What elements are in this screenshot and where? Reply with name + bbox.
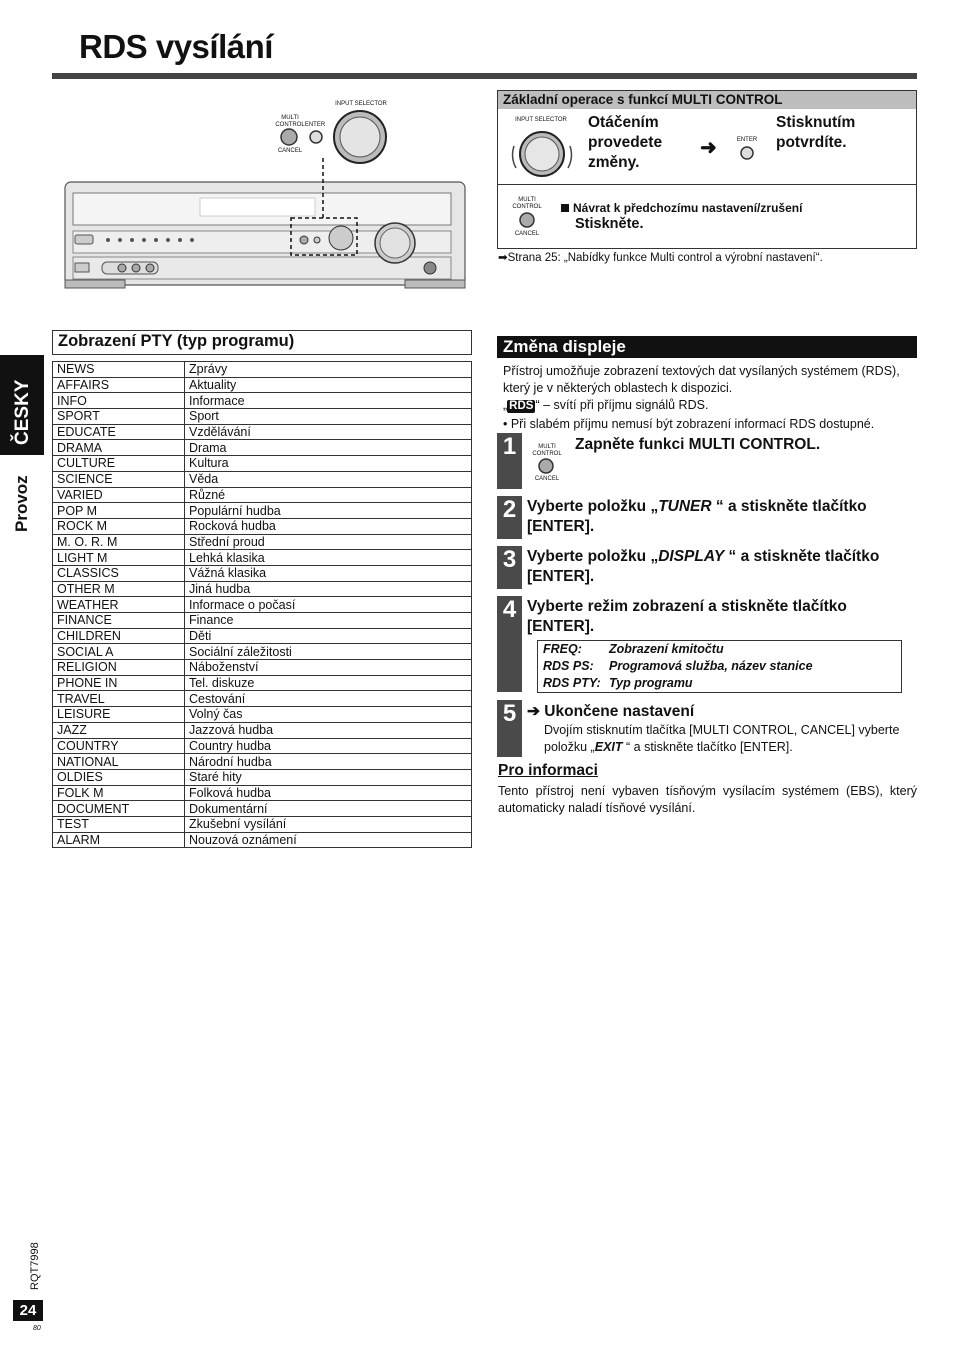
pty-code: JAZZ — [53, 722, 185, 738]
pty-code: SPORT — [53, 409, 185, 425]
pty-meaning: Jazzová hudba — [185, 722, 472, 738]
cancel-label: CANCEL — [514, 231, 540, 237]
enter-label: ENTER — [736, 137, 758, 143]
pty-code: CLASSICS — [53, 565, 185, 581]
table-row — [53, 785, 472, 801]
pty-meaning: Country hudba — [185, 738, 472, 754]
pty-table — [52, 361, 472, 848]
pty-meaning: Vzdělávání — [185, 424, 472, 440]
pty-meaning: Děti — [185, 628, 472, 644]
pty-meaning: Rocková hudba — [185, 518, 472, 534]
table-row — [53, 738, 472, 754]
pty-meaning: Věda — [185, 471, 472, 487]
table-row — [53, 534, 472, 550]
pty-meaning: Nouzová oznámení — [185, 832, 472, 848]
pty-meaning: Informace — [185, 393, 472, 409]
pty-code: PHONE IN — [53, 675, 185, 691]
table-row — [53, 675, 472, 691]
table-row — [53, 754, 472, 770]
pty-meaning: Aktuality — [185, 377, 472, 393]
pty-code: SOCIAL A — [53, 644, 185, 660]
pty-meaning: Folková hudba — [185, 785, 472, 801]
pty-meaning: Různé — [185, 487, 472, 503]
table-row — [53, 518, 472, 534]
info-text: Tento přístroj není vybaven tísňovým vysílacím systémem (EBS), který automaticky naladí tísňové vysílání. — [498, 784, 917, 815]
rds-badge: RDS — [509, 400, 534, 412]
pty-meaning: Vážná klasika — [185, 565, 472, 581]
step-number: 5 — [497, 700, 522, 757]
pty-code: DOCUMENT — [53, 801, 185, 817]
pty-meaning: Náboženství — [185, 660, 472, 676]
pty-meaning: Volný čas — [185, 707, 472, 723]
pty-meaning: Drama — [185, 440, 472, 456]
pty-meaning: Dokumentární — [185, 801, 472, 817]
pty-meaning: Populární hudba — [185, 503, 472, 519]
step-instruction: ➔ Ukončene nastavení — [527, 703, 695, 720]
pty-code: TRAVEL — [53, 691, 185, 707]
table-row — [53, 550, 472, 566]
pty-code: DRAMA — [53, 440, 185, 456]
pty-code: VARIED — [53, 487, 185, 503]
pty-code: OTHER M — [53, 581, 185, 597]
page-subcode: 80 — [33, 1325, 41, 1332]
pty-code: M. O. R. M — [53, 534, 185, 550]
pty-code: POP M — [53, 503, 185, 519]
step-instruction: Zapněte funkci MULTI CONTROL. — [575, 436, 821, 453]
pty-code: LEISURE — [53, 707, 185, 723]
table-row — [53, 377, 472, 393]
page-number: 24 — [13, 1300, 43, 1321]
multi-control-button-icon — [537, 457, 555, 475]
table-row — [53, 816, 472, 832]
rotate-instruction: Otáčením provedete změny. — [588, 114, 663, 171]
rds-indicator-note: „ RDS “ – svítí při příjmu signálů RDS. — [503, 398, 709, 412]
cancel-label: CANCEL — [534, 476, 560, 482]
mode-row: RDS PTY: Typ programu — [543, 676, 693, 690]
page-reference: ➡Strana 25: „Nabídky funkce Multi control a výrobní nastavení“. — [498, 252, 823, 264]
enter-button-icon — [740, 146, 754, 160]
pty-meaning: Finance — [185, 613, 472, 629]
mode-row: FREQ: Zobrazení kmitočtu — [543, 642, 724, 656]
multi-control-label: MULTI CONTROL — [512, 197, 542, 210]
pty-meaning: Jiná hudba — [185, 581, 472, 597]
table-row — [53, 801, 472, 817]
table-row — [53, 487, 472, 503]
table-row — [53, 613, 472, 629]
pty-code: TEST — [53, 816, 185, 832]
pty-meaning: Střední proud — [185, 534, 472, 550]
pty-code: CHILDREN — [53, 628, 185, 644]
pty-code: NATIONAL — [53, 754, 185, 770]
input-selector-knob-icon — [506, 124, 578, 182]
pty-code: WEATHER — [53, 597, 185, 613]
pty-heading: Zobrazení PTY (typ programu) — [52, 330, 472, 355]
pty-code: FOLK M — [53, 785, 185, 801]
page-title: RDS vysílání — [79, 28, 273, 65]
pty-meaning: Sport — [185, 409, 472, 425]
mode-row: RDS PS: Programová služba, název stanice — [543, 659, 813, 673]
cancel-label: CANCEL — [277, 148, 303, 154]
pty-code: FINANCE — [53, 613, 185, 629]
step-number: 2 — [497, 496, 522, 539]
section-label: Provoz — [12, 475, 31, 532]
pty-meaning: Informace o počasí — [185, 597, 472, 613]
table-row — [53, 660, 472, 676]
receiver-illustration — [60, 100, 470, 295]
language-label: ČESKY — [12, 379, 33, 445]
pty-meaning: Sociální záležitosti — [185, 644, 472, 660]
pty-meaning: Tel. diskuze — [185, 675, 472, 691]
arrow-right-icon: ➜ — [700, 137, 717, 159]
display-modes — [537, 640, 902, 693]
pty-code: LIGHT M — [53, 550, 185, 566]
table-row — [53, 597, 472, 613]
pty-code: NEWS — [53, 362, 185, 378]
pty-code: EDUCATE — [53, 424, 185, 440]
pty-code: ROCK M — [53, 518, 185, 534]
pty-meaning: Kultura — [185, 456, 472, 472]
info-heading: Pro informaci — [498, 762, 598, 779]
pty-code: INFO — [53, 393, 185, 409]
weak-signal-note: • Při slabém příjmu nemusí být zobrazení informací RDS dostupné. — [503, 417, 875, 431]
multi-control-divider — [498, 184, 916, 185]
table-row — [53, 691, 472, 707]
multi-control-header: Základní operace s funkcí MULTI CONTROL — [498, 91, 916, 109]
step-instruction: Vyberte položku „TUNER “ a stiskněte tlačítko [ENTER]. — [527, 498, 867, 535]
table-row — [53, 832, 472, 848]
step-number: 1 — [497, 433, 522, 489]
pty-meaning: Lehká klasika — [185, 550, 472, 566]
table-row — [53, 628, 472, 644]
multi-control-button-icon — [518, 211, 536, 229]
pty-code: ALARM — [53, 832, 185, 848]
table-row — [53, 393, 472, 409]
step-instruction: Vyberte položku „DISPLAY “ a stiskněte tlačítko [ENTER]. — [527, 548, 880, 585]
pty-code: CULTURE — [53, 456, 185, 472]
document-code: RQT7998 — [29, 1242, 41, 1290]
multi-control-label: MULTI CONTROL — [532, 444, 562, 457]
pty-meaning: Zprávy — [185, 362, 472, 378]
pty-code: OLDIES — [53, 769, 185, 785]
table-row — [53, 722, 472, 738]
table-row — [53, 424, 472, 440]
press-instruction: Stisknutím potvrdíte. — [776, 114, 856, 151]
table-row — [53, 565, 472, 581]
step-number: 4 — [497, 596, 522, 692]
table-row — [53, 440, 472, 456]
step-instruction: Vyberte režim zobrazení a stiskněte tlačítko [ENTER]. — [527, 598, 847, 635]
pty-meaning: Zkušební vysílání — [185, 816, 472, 832]
square-bullet-icon — [561, 204, 569, 212]
table-row — [53, 409, 472, 425]
section-heading: Změna displeje — [497, 336, 917, 358]
table-row — [53, 707, 472, 723]
enter-label: ENTER — [304, 122, 326, 128]
step-description: Dvojím stisknutím tlačítka [MULTI CONTROL, CANCEL] vyberte položku „EXIT “ a stiskněte tlačítko [ENTER]. — [544, 723, 900, 754]
intro-paragraph: Přístroj umožňuje zobrazení textových dat vysílaných systémem (RDS), který je v některých oblastech k dispozici. — [503, 364, 900, 395]
pty-code: RELIGION — [53, 660, 185, 676]
back-cancel-text: Návrat k předchozímu nastavení/zrušení — [561, 201, 802, 215]
pty-meaning: Staré hity — [185, 769, 472, 785]
pty-code: SCIENCE — [53, 471, 185, 487]
table-row — [53, 456, 472, 472]
table-row — [53, 769, 472, 785]
pty-code: COUNTRY — [53, 738, 185, 754]
table-row — [53, 471, 472, 487]
table-row — [53, 581, 472, 597]
pty-meaning: Národní hudba — [185, 754, 472, 770]
table-row — [53, 362, 472, 378]
multi-control-label: MULTI CONTROL — [275, 115, 305, 128]
pty-code: AFFAIRS — [53, 377, 185, 393]
table-row — [53, 644, 472, 660]
input-selector-label: INPUT SELECTOR — [515, 117, 567, 123]
title-rule — [52, 73, 917, 79]
pty-meaning: Cestování — [185, 691, 472, 707]
step-number: 3 — [497, 546, 522, 589]
table-row — [53, 503, 472, 519]
press-text: Stiskněte. — [575, 216, 644, 232]
input-selector-label: INPUT SELECTOR — [335, 101, 387, 107]
